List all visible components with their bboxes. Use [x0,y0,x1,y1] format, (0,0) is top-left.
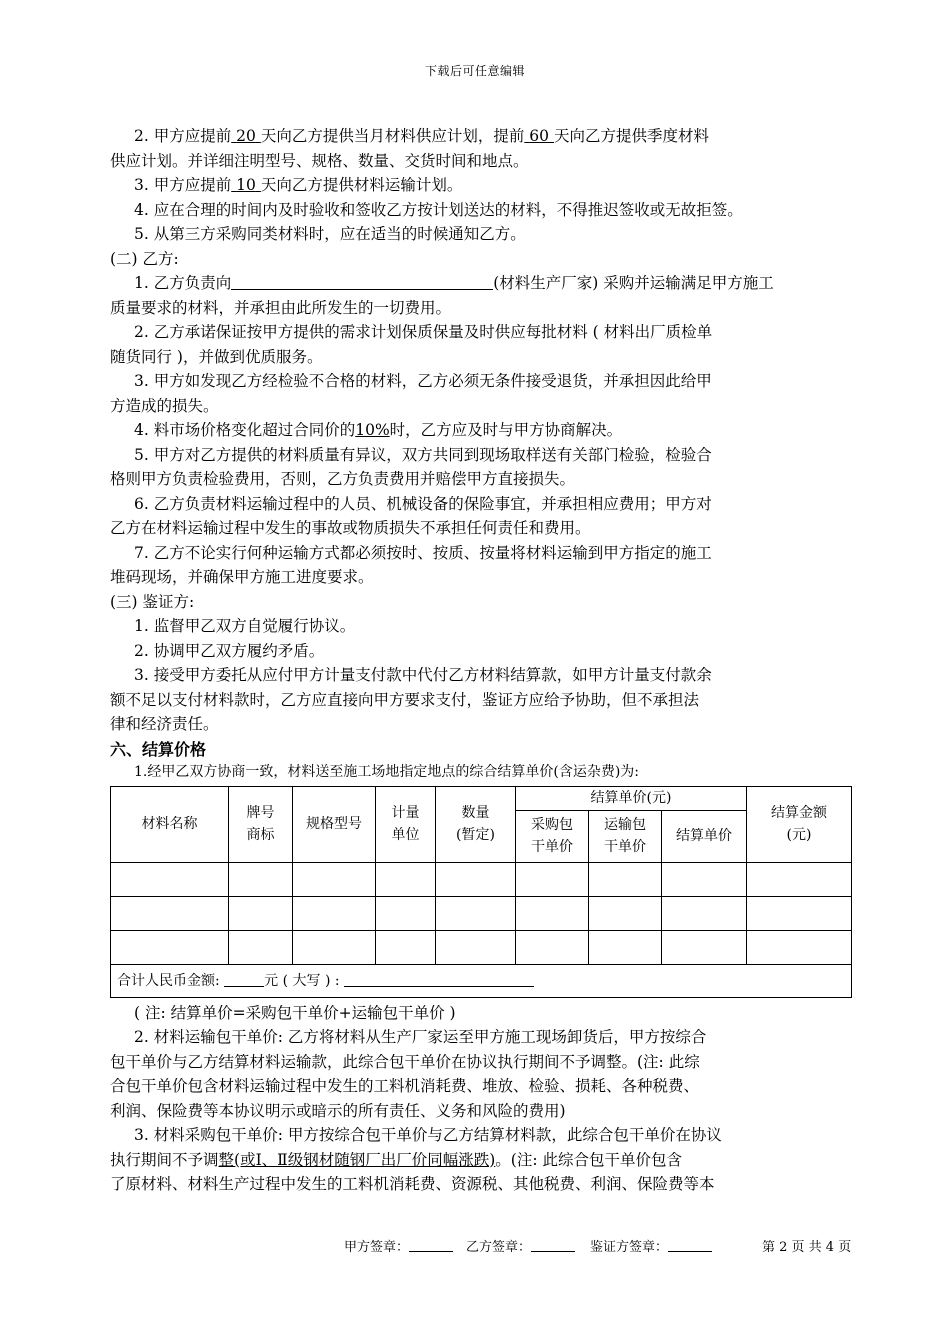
signature-partyB: 乙方签章： [466,1236,575,1255]
page-header: 下载后可任意编辑 [424,64,525,78]
partyA-clause-4: 4. 应在合理的时间内及时验收和签收乙方按计划送达的材料，不得推迟签收或无故拒签。 [134,200,743,219]
days-quarterly: 60 [529,127,550,145]
signature-partyA: 甲方签章： [344,1236,453,1255]
section6-p3-line1: 3. 材料采购包干单价: 甲方按综合包干单价与乙方结算材料款，此综合包干单价在协议 [134,1126,722,1144]
days-transport: 10 [236,176,256,194]
partyB-clause-5-line1: 5. 甲方对乙方提供的材料质量有异议，双方共同到现场取样送有关部门检验，检验合 [134,445,712,464]
partyA-clause-2-line1: 2. 甲方应提前 20 天向乙方提供当月材料供应计划，提前 60 天向乙方提供季度材料 [134,127,709,145]
signature-verifier: 鉴证方签章： [590,1236,712,1255]
partyB-clause-7-line1: 7. 乙方不论实行何种运输方式都必须按时、按质、按量将材料运输到甲方指定的施工 [134,543,712,562]
steel-price-clause: 整(或Ⅰ、Ⅱ级钢材随钢厂出厂价同幅涨跌) [218,1150,496,1169]
section6-p2-line4: 利润、保险费等本协议明示或暗示的所有责任、义务和风险的费用) [110,1101,566,1120]
page-number: 第 2 页 共 4 页 [762,1240,852,1255]
partyB-clause-3-line2: 方造成的损失。 [110,396,219,415]
col-brand: 牌号商标 [229,786,293,862]
verifier-title: (三) 鉴证方: [110,592,195,611]
section6-p2-line1: 2. 材料运输包干单价: 乙方将材料从生产厂家运至甲方施工现场卸货后，甲方按综合 [134,1028,707,1046]
section-6-title: 六、结算价格 [110,739,207,759]
total-capital-blank [344,972,534,987]
settlement-note: ( 注: 结算单价=采购包干单价+运输包干单价 ) [134,1003,456,1022]
col-spec: 规格型号 [293,786,376,862]
partyB-clause-1-line2: 质量要求的材料，并承担由此所发生的一切费用。 [110,298,452,317]
section-6-intro: 1.经甲乙双方协商一致，材料送至施工场地指定地点的综合结算单价(含运杂费)为: [134,763,639,780]
section6-p2-line3: 合包干单价包含材料运输过程中发生的工料机消耗费、堆放、检验、损耗、各种税费、 [110,1077,700,1095]
table-row [111,930,852,964]
partyB-clause-6-line2: 乙方在材料运输过程中发生的事故或物质损失不承担任何责任和费用。 [110,519,591,537]
section6-p3-line2: 执行期间不予调整(或Ⅰ、Ⅱ级钢材随钢厂出厂价同幅涨跌)。(注: 此综合包干单价包含 [110,1150,682,1169]
partyA-clause-2-line2: 供应计划。并详细注明型号、规格、数量、交货时间和地点。 [110,151,529,170]
partyB-clause-3-line1: 3. 甲方如发现乙方经检验不合格的材料，乙方必须无条件接受退货，并承担因此给甲 [134,372,712,390]
verifier-clause-3-line1: 3. 接受甲方委托从应付甲方计量支付款中代付乙方材料结算款，如甲方计量支付款余 [134,666,712,684]
col-settle-price: 结算单价 [662,810,747,862]
verifier-clause-3-line3: 律和经济责任。 [110,715,219,733]
table-row [111,862,852,896]
col-material-name: 材料名称 [111,786,229,862]
partyB-clause-1-line1: 1. 乙方负责向 (材料生产厂家) 采购并运输满足甲方施工 [134,274,774,292]
partyB-clause-4: 4. 料市场价格变化超过合同价的10%时，乙方应及时与甲方协商解决。 [134,421,623,439]
manufacturer-blank [231,273,493,290]
table-total-row: 合计人民币金额: 元 ( 大写 ) : [111,964,852,997]
col-price-group: 结算单价(元) [516,786,747,810]
price-change-threshold: 10% [355,421,390,439]
document-body [110,124,850,1197]
partyB-clause-2-line2: 随货同行 )，并做到优质服务。 [110,347,323,366]
col-quantity: 数量(暂定) [436,786,516,862]
col-amount: 结算金额(元) [747,786,852,862]
verifier-clause-1: 1. 监督甲乙双方自觉履行协议。 [134,617,356,635]
partyA-clause-3: 3. 甲方应提前 10 天向乙方提供材料运输计划。 [134,176,463,194]
total-amount-blank [224,972,264,987]
verifier-clause-3-line2: 额不足以支付材料款时，乙方应直接向甲方要求支付，鉴证方应给予协助，但不承担法 [110,690,700,709]
section6-p2-line2: 包干单价与乙方结算材料运输款，此综合包干单价在协议执行期间不予调整。(注: 此综 [110,1052,700,1071]
col-transport-price: 运输包干单价 [589,810,662,862]
partyB-title: (二) 乙方: [110,249,179,268]
days-monthly: 20 [236,127,256,145]
partyB-clause-5-line2: 格则甲方负责检验费用，否则，乙方负责费用并赔偿甲方直接损失。 [110,470,576,488]
section6-p3-line3: 了原材料、材料生产过程中发生的工料机消耗费、资源税、其他税费、利润、保险费等本 [110,1175,715,1193]
partyB-clause-6-line1: 6. 乙方负责材料运输过程中的人员、机械设备的保险事宜，并承担相应费用；甲方对 [134,494,712,513]
table-row [111,896,852,930]
partyB-clause-2-line1: 2. 乙方承诺保证按甲方提供的需求计划保质保量及时供应每批材料 ( 材料出厂质检单 [134,323,713,341]
partyA-clause-5: 5. 从第三方采购同类材料时，应在适当的时候通知乙方。 [134,225,526,243]
settlement-price-table [110,786,852,998]
col-purchase-price: 采购包干单价 [516,810,589,862]
verifier-clause-2: 2. 协调甲乙双方履约矛盾。 [134,641,325,660]
partyB-clause-7-line2: 堆码现场，并确保甲方施工进度要求。 [110,568,374,586]
col-unit: 计量单位 [376,786,436,862]
